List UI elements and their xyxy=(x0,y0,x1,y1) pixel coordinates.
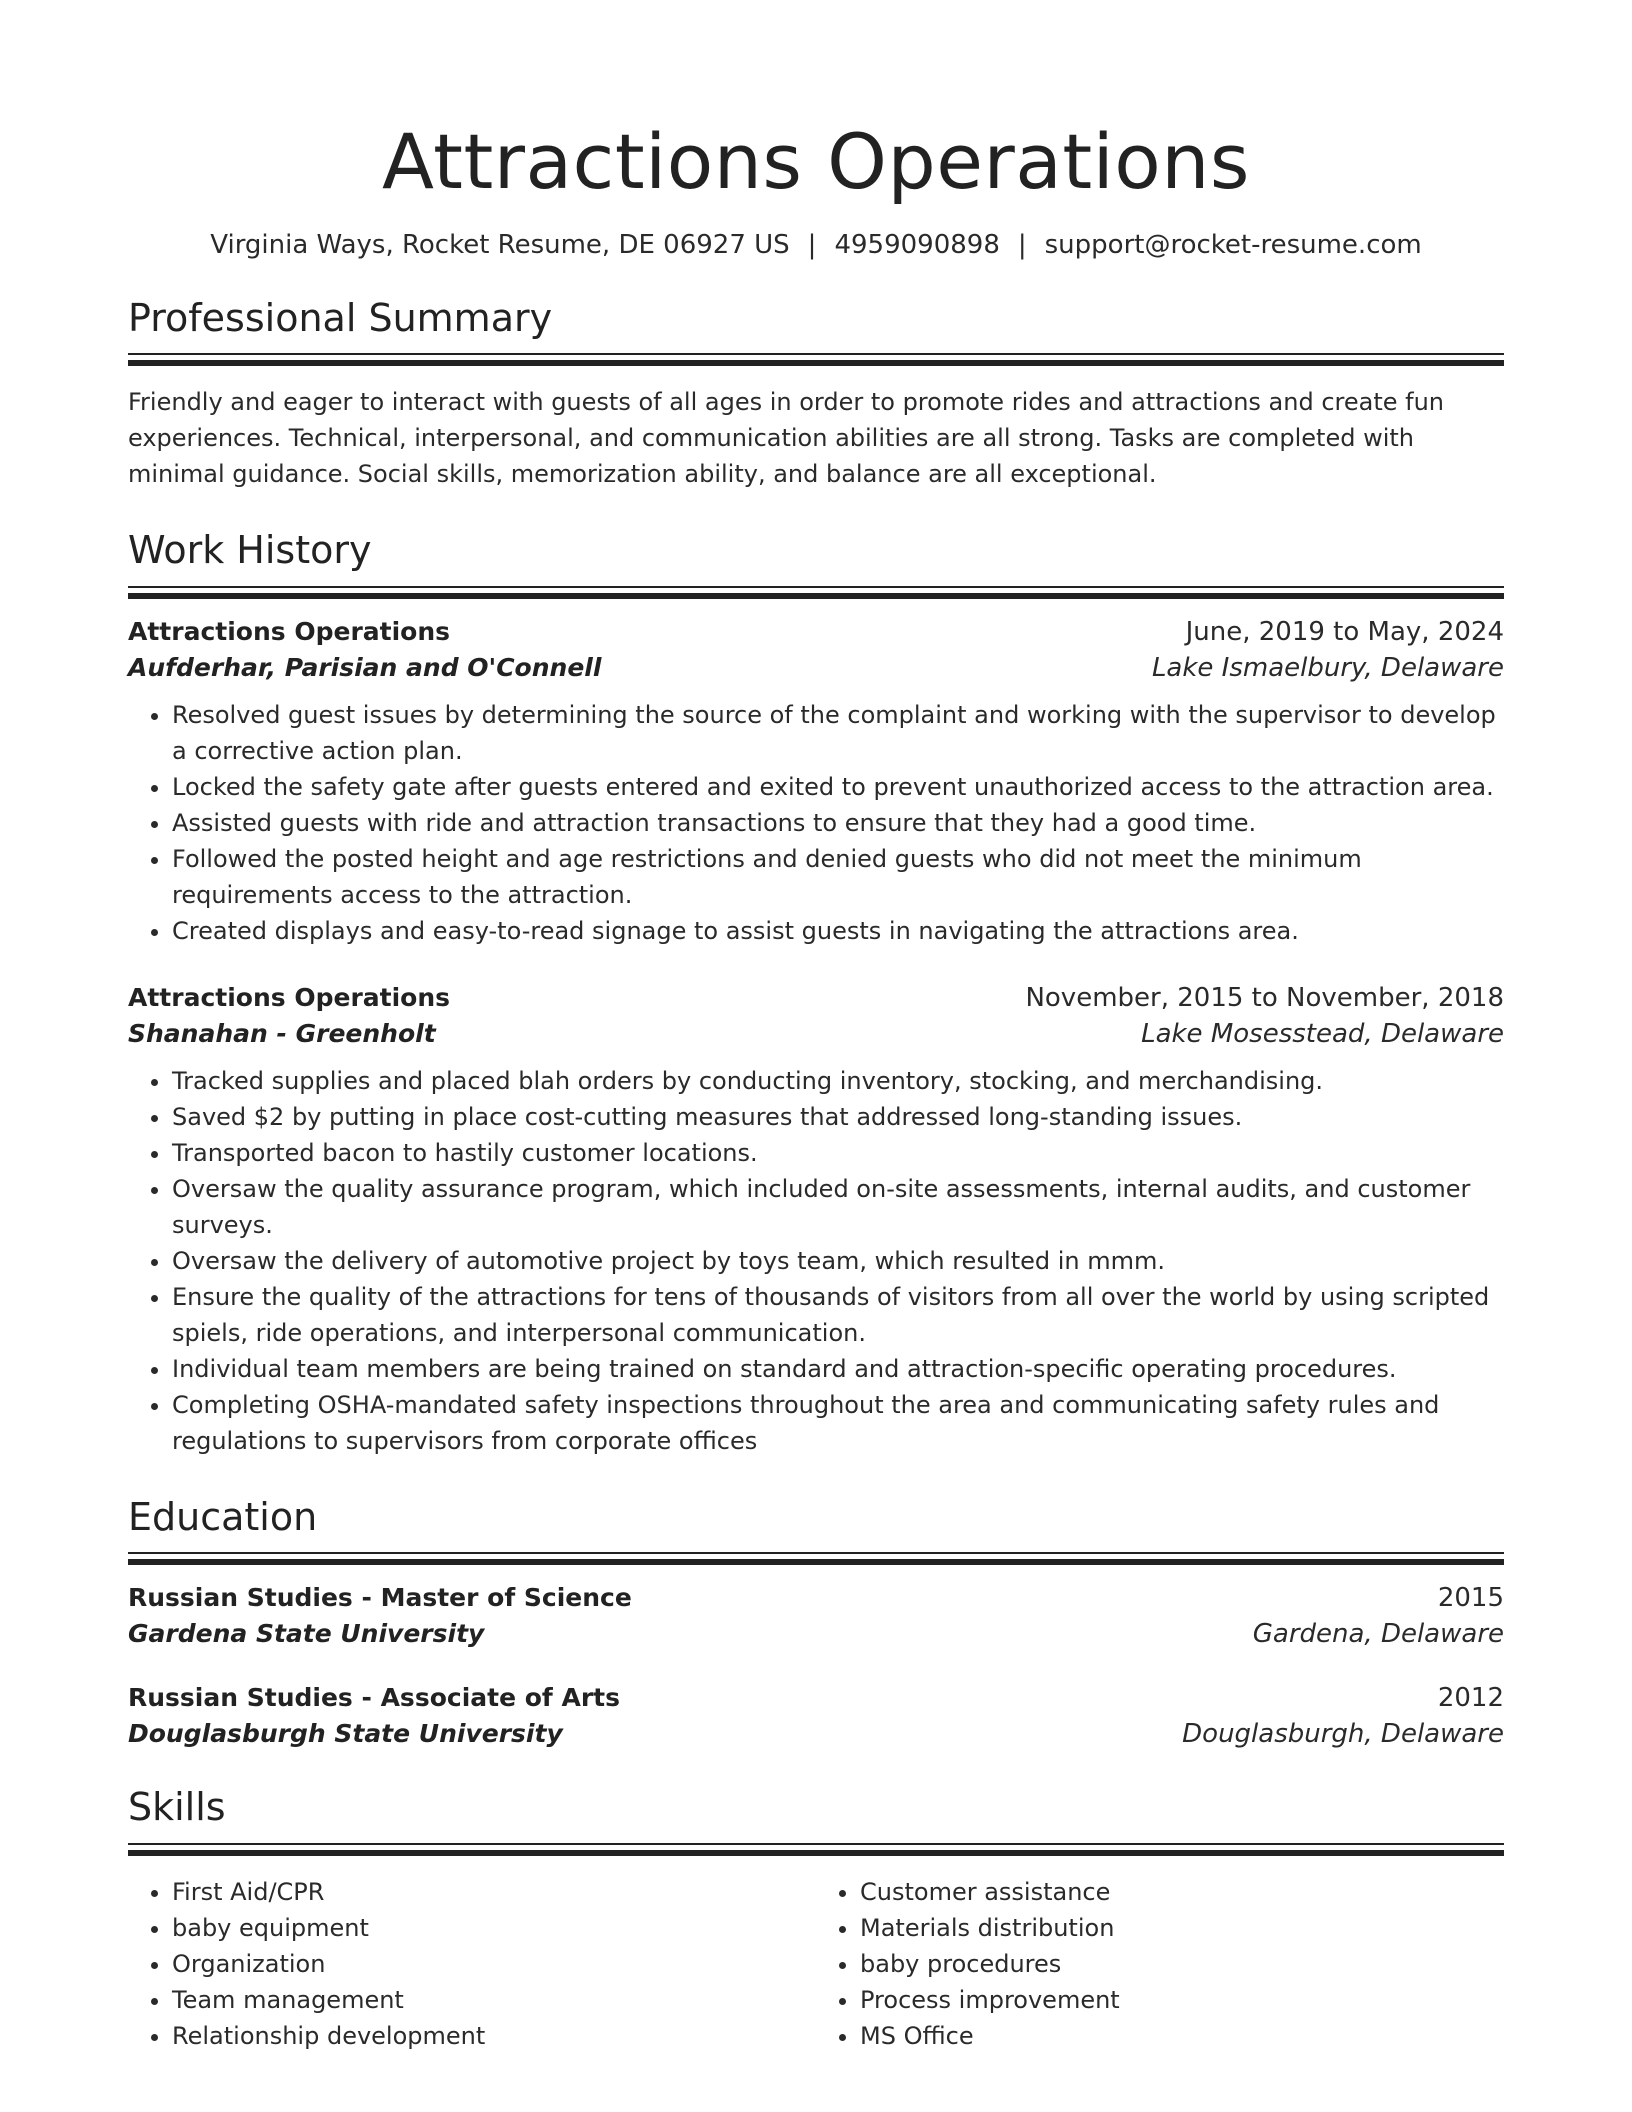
job-entry xyxy=(128,983,1504,1459)
job-bullet: • Transported bacon to hastily customer locations. xyxy=(172,1135,1504,1171)
job-dates: November, 2015 to November, 2018 xyxy=(1025,982,1504,1013)
contact-email: support@rocket-resume.com xyxy=(1044,229,1422,260)
section-title-work: Work History xyxy=(128,528,372,573)
education-entry xyxy=(128,1683,1504,1749)
skills-column-right xyxy=(816,1874,1504,2054)
education-entry xyxy=(128,1583,1504,1649)
job-bullet: • Resolved guest issues by determining the source of the complaint and working with the supervisor to develop a corrective action plan. xyxy=(172,697,1504,769)
contact-separator: | xyxy=(1017,229,1027,260)
work-history-section xyxy=(128,528,1504,1459)
skill-item: • Relationship development xyxy=(172,2018,816,2054)
skill-item: • baby procedures xyxy=(860,1946,1504,1982)
skills-column-left xyxy=(128,1874,816,2054)
section-divider xyxy=(128,353,1504,366)
job-dates: June, 2019 to May, 2024 xyxy=(1185,616,1504,647)
job-bullet: • Completing OSHA-mandated safety inspections throughout the area and communicating safety rules and regulations to supervisors from corporate offices xyxy=(172,1387,1504,1459)
section-title-skills: Skills xyxy=(128,1785,226,1830)
contact-separator: | xyxy=(807,229,817,260)
education-section xyxy=(128,1495,1504,1750)
job-location: Lake Ismaelbury, Delaware xyxy=(1151,652,1504,683)
contact-phone: 4959090898 xyxy=(834,229,1000,260)
skills-columns xyxy=(128,1874,1504,2054)
summary-section xyxy=(128,296,1504,493)
job-location: Lake Mosesstead, Delaware xyxy=(1141,1018,1504,1049)
section-divider xyxy=(128,1843,1504,1856)
job-bullet: • Individual team members are being trained on standard and attraction-specific operating procedures. xyxy=(172,1351,1504,1387)
education-location: Douglasburgh, Delaware xyxy=(1182,1719,1504,1750)
education-school: Douglasburgh State University xyxy=(128,1719,563,1749)
job-bullet: • Assisted guests with ride and attraction transactions to ensure that they had a good time. xyxy=(172,805,1504,841)
education-location: Gardena, Delaware xyxy=(1252,1619,1504,1650)
education-degree: Russian Studies - Associate of Arts xyxy=(128,1683,621,1713)
job-bullets xyxy=(128,1063,1504,1459)
summary-text: Friendly and eager to interact with guests of all ages in order to promote rides and attractions and create fun experiences. Technical, interpersonal, and communication abilities are all strong. Tasks are completed with minimal guidance. Social skills, memorization ability, and balance are all exceptional. xyxy=(128,388,1445,489)
job-bullet: • Followed the posted height and age restrictions and denied guests who did not meet the minimum requirements access to the attraction. xyxy=(172,841,1504,913)
job-company: Aufderhar, Parisian and O'Connell xyxy=(128,652,602,682)
contact-line xyxy=(128,230,1504,260)
job-bullet: • Oversaw the delivery of automotive project by toys team, which resulted in mmm. xyxy=(172,1243,1504,1279)
job-bullet: • Saved $2 by putting in place cost-cutting measures that addressed long-standing issues. xyxy=(172,1099,1504,1135)
skill-item: • Team management xyxy=(172,1982,816,2018)
job-company: Shanahan - Greenholt xyxy=(128,1018,436,1048)
education-year: 2012 xyxy=(1437,1683,1504,1714)
job-title: Attractions Operations xyxy=(128,616,451,646)
skill-item: • baby equipment xyxy=(172,1910,816,1946)
job-bullets xyxy=(128,697,1504,949)
job-bullet: • Locked the safety gate after guests entered and exited to prevent unauthorized access to the attraction area. xyxy=(172,769,1504,805)
section-title-summary: Professional Summary xyxy=(128,295,553,340)
section-divider xyxy=(128,1552,1504,1565)
skill-item: • First Aid/CPR xyxy=(172,1874,816,1910)
job-title: Attractions Operations xyxy=(128,982,451,1012)
contact-address: Virginia Ways, Rocket Resume, DE 06927 US xyxy=(210,229,790,260)
section-title-education: Education xyxy=(128,1494,318,1539)
job-bullet: • Ensure the quality of the attractions for tens of thousands of visitors from all over the world by using scripted spiels, ride operations, and interpersonal communication. xyxy=(172,1279,1504,1351)
job-bullet: • Created displays and easy-to-read signage to assist guests in navigating the attractions area. xyxy=(172,913,1504,949)
skill-item: • Materials distribution xyxy=(860,1910,1504,1946)
section-divider xyxy=(128,586,1504,599)
education-degree: Russian Studies - Master of Science xyxy=(128,1583,632,1613)
skill-item: • Customer assistance xyxy=(860,1874,1504,1910)
skill-item: • Process improvement xyxy=(860,1982,1504,2018)
job-bullet: • Oversaw the quality assurance program, which included on-site assessments, internal audits, and customer surveys. xyxy=(172,1171,1504,1243)
resume-name: Attractions Operations xyxy=(381,117,1250,206)
job-entry xyxy=(128,617,1504,949)
skills-section xyxy=(128,1785,1504,2054)
education-year: 2015 xyxy=(1437,1583,1504,1614)
education-school: Gardena State University xyxy=(128,1619,485,1649)
skill-item: • Organization xyxy=(172,1946,816,1982)
skill-item: • MS Office xyxy=(860,2018,1504,2054)
job-bullet: • Tracked supplies and placed blah orders by conducting inventory, stocking, and merchandising. xyxy=(172,1063,1504,1099)
